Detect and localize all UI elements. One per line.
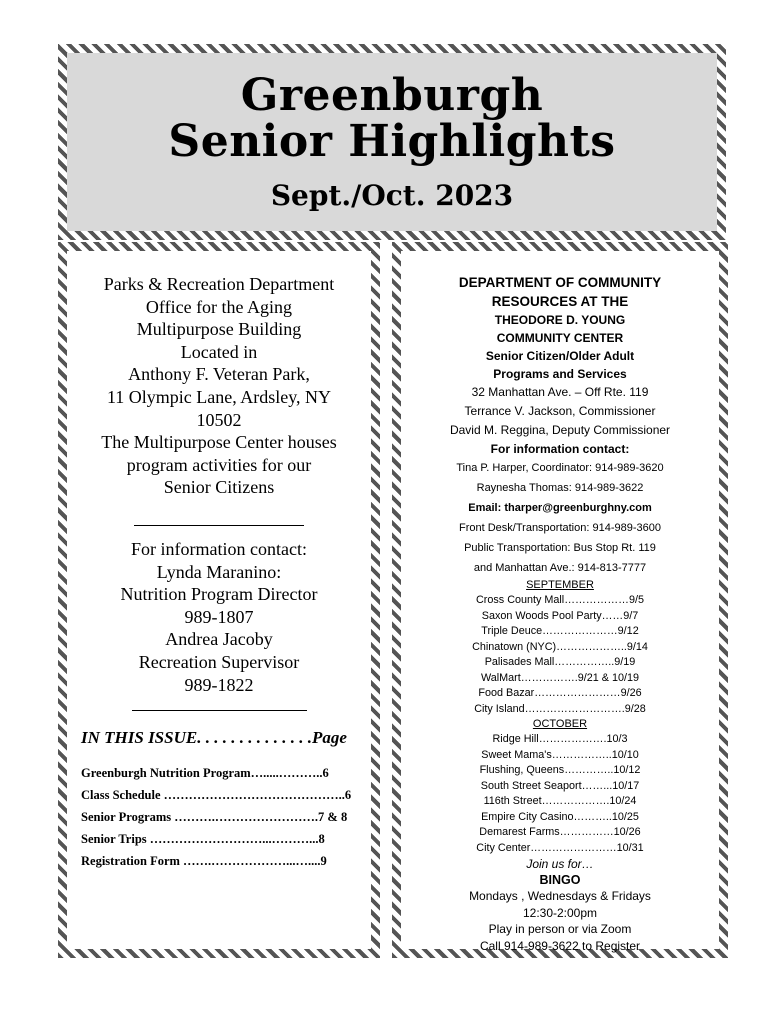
contact-line: Lynda Maranino: [156,561,282,582]
toc-entry: Senior Trips ………………………...………...8 [81,831,325,846]
trip-item: Empire City Casino………..10/25 [481,810,639,823]
trip-item: Food Bazar……………………9/26 [478,687,642,699]
left-column-box [58,242,380,958]
title-line-2: Senior Highlights [168,116,616,167]
october-heading: OCTOBER [532,718,588,730]
public-transport-phone: and Manhattan Ave.: 914-813-7777 [473,562,647,574]
address-line: program activities for our [126,454,312,475]
contact-line: For information contact: [131,538,307,559]
front-desk-contact: Front Desk/Transportation: 914-989-3600 [459,522,661,534]
public-transport: Public Transportation: Bus Stop Rt. 119 [464,542,656,554]
address-line: 11 Olympic Lane, Ardsley, NY [106,386,332,407]
masthead [58,44,726,240]
trip-item: Flushing, Queens…………..10/12 [479,764,641,776]
address-line: Multipurpose Building [136,319,302,340]
address-block [81,273,357,499]
trip-item: City Center……………………10/31 [476,841,644,854]
join-us: Join us for… [526,857,594,871]
trip-item: Palisades Mall……………..9/19 [484,656,636,668]
toc-entry: Registration Form …….………………...…....9 [81,853,327,868]
trip-item: Saxon Woods Pool Party……9/7 [481,609,639,622]
coordinator-contact: Tina P. Harper, Coordinator: 914-989-3620 [456,462,664,474]
right-column-box [392,242,728,958]
address-line: 10502 [196,409,242,430]
title-line-1: Greenburgh [240,70,544,121]
contact-line: Andrea Jacoby [165,629,273,650]
trip-item: 116th Street……………….10/24 [483,795,637,807]
september-heading: SEPTEMBER [526,579,594,591]
contact-line: Nutrition Program Director [120,584,318,605]
address-line: Senior Citizens [163,477,275,498]
address-line: Office for the Aging [145,296,293,317]
contact-line: 989-1807 [184,606,254,627]
toc-entry: Class Schedule ……………………………………..6 [81,787,352,802]
september-trips [413,593,707,717]
bingo-heading: BINGO [539,873,581,887]
trip-item: South Street Seaport……...10/17 [480,779,640,792]
trip-item: Sweet Mama's……………..10/10 [481,748,639,761]
trip-item: Cross County Mall………………9/5 [476,594,644,606]
contact-heading: For information contact: [490,442,630,456]
divider [134,525,304,526]
divider [132,710,307,711]
address-line: Parks & Recreation Department [103,274,335,294]
bingo-register: Call 914-989-3622 to Register [479,938,641,953]
contact-block [81,538,357,696]
email-contact: Email: tharper@greenburghny.com [468,502,652,514]
newsletter-title [67,70,717,167]
toc-entry: Greenburgh Nutrition Program….....………..6 [81,765,329,780]
staff-contact: Raynesha Thomas: 914-989-3622 [476,482,644,494]
trip-item: Demarest Farms……………10/26 [479,826,641,838]
october-trips [413,732,707,856]
toc-heading: IN THIS ISSUE. . . . . . . . . . . . . .Page [81,728,347,748]
bingo-time: 12:30-2:00pm [522,905,598,920]
dept-heading: RESOURCES AT THE [491,294,629,309]
trip-item: WalMart…………….9/21 & 10/19 [480,671,639,684]
deputy-commissioner: David M. Reggina, Deputy Commissioner [449,423,671,437]
trip-item: Ridge Hill……………….10/3 [492,733,628,745]
trip-item: City Island……………………….9/28 [474,702,646,715]
dept-heading: DEPARTMENT OF COMMUNITY [458,275,662,290]
trip-item: Chinatown (NYC)………………..9/14 [472,640,648,653]
table-of-contents [81,727,357,872]
issue-date: Sept./Oct. 2023 [270,179,514,212]
center-name: THEODORE D. YOUNG [494,313,626,327]
address-line: The Multipurpose Center houses [101,432,337,453]
bingo-mode: Play in person or via Zoom [488,922,632,936]
center-name: COMMUNITY CENTER [496,331,624,345]
bingo-days: Mondays , Wednesdays & Fridays [469,889,651,903]
program-name: Senior Citizen/Older Adult [485,349,635,363]
trip-item: Triple Deuce…………………9/12 [481,625,639,637]
address-line: Located in [180,341,258,362]
contact-line: 989-1822 [184,674,254,695]
address-line: Anthony F. Veteran Park, [128,364,310,385]
program-name: Programs and Services [493,367,627,381]
commissioner: Terrance V. Jackson, Commissioner [464,404,656,418]
toc-entry: Senior Programs ……….…………………….7 & 8 [81,809,348,824]
center-address: 32 Manhattan Ave. – Off Rte. 119 [471,385,649,399]
contact-line: Recreation Supervisor [138,651,300,672]
